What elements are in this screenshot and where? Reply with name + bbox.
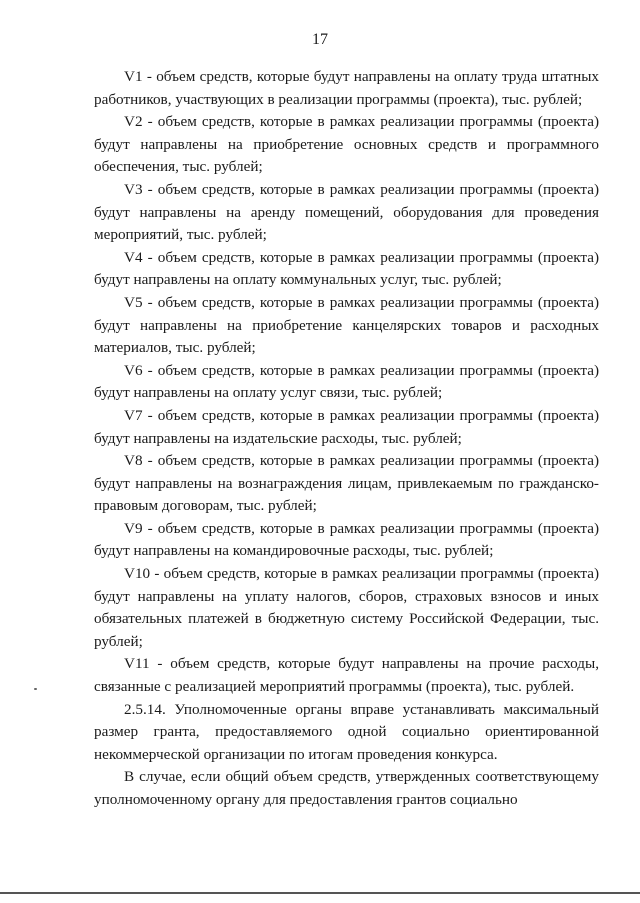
paragraph-v7: V7 - объем средств, которые в рамках реализации программы (проекта) будут направлены на издательские расходы, тыс. рублей; xyxy=(94,406,599,447)
paragraph-in-case: В случае, если общий объем средств, утвержденных соответствующему уполномоченному органу для предоставления грантов социально xyxy=(94,768,599,808)
paragraph-v10: V10 - объем средств, которые в рамках реализации программы (проекта) будут направлены на уплату налогов, сборов, страховых взносов и иных обязательных платежей в бюджетную систему Российской Федерации, тыс. рублей; xyxy=(94,565,599,650)
paragraph-v9: V9 - объем средств, которые в рамках реализации программы (проекта) будут направлены на командировочные расходы, тыс. рублей; xyxy=(94,519,599,560)
paragraph-v11: V11 - объем средств, которые будут направлены на прочие расходы, связанные с реализацией мероприятий программы (проекта), тыс. рублей. xyxy=(94,655,599,696)
scan-speck xyxy=(34,688,37,690)
paragraph-v8: V8 - объем средств, которые в рамках реализации программы (проекта) будут направлены на вознаграждения лицам, привлекаемым по гражданско-правовым договорам, тыс. рублей; xyxy=(94,452,599,515)
paragraph-v2: V2 - объем средств, которые в рамках реализации программы (проекта) будут направлены на приобретение основных средств и программного обеспечения, тыс. рублей; xyxy=(94,113,599,176)
paragraph-v5: V5 - объем средств, которые в рамках реализации программы (проекта) будут направлены на приобретение канцелярских товаров и расходных материалов, тыс. рублей; xyxy=(94,293,599,357)
paragraph-v4: V4 - объем средств, которые в рамках реализации программы (проекта) будут направлены на оплату коммунальных услуг, тыс. рублей; xyxy=(94,248,599,289)
paragraph-v1: V1 - объем средств, которые будут направлены на оплату труда штатных работников, участвующих в реализации программы (проекта), тыс. рублей; xyxy=(94,68,599,108)
document-body xyxy=(94,66,599,812)
bottom-edge-line xyxy=(0,892,640,894)
paragraph-v6: V6 - объем средств, которые в рамках реализации программы (проекта) будут направлены на оплату услуг связи, тыс. рублей; xyxy=(94,361,599,402)
paragraph-2-5-14: 2.5.14. Уполномоченные органы вправе устанавливать максимальный размер гранта, предоставляемого одной социально ориентированной некоммерческой организации по итогам проведения конкурса. xyxy=(94,700,599,763)
paragraph-v3: V3 - объем средств, которые в рамках реализации программы (проекта) будут направлены на аренду помещений, оборудования для проведения мероприятий, тыс. рублей; xyxy=(94,180,599,244)
page-number: 17 xyxy=(312,31,328,48)
